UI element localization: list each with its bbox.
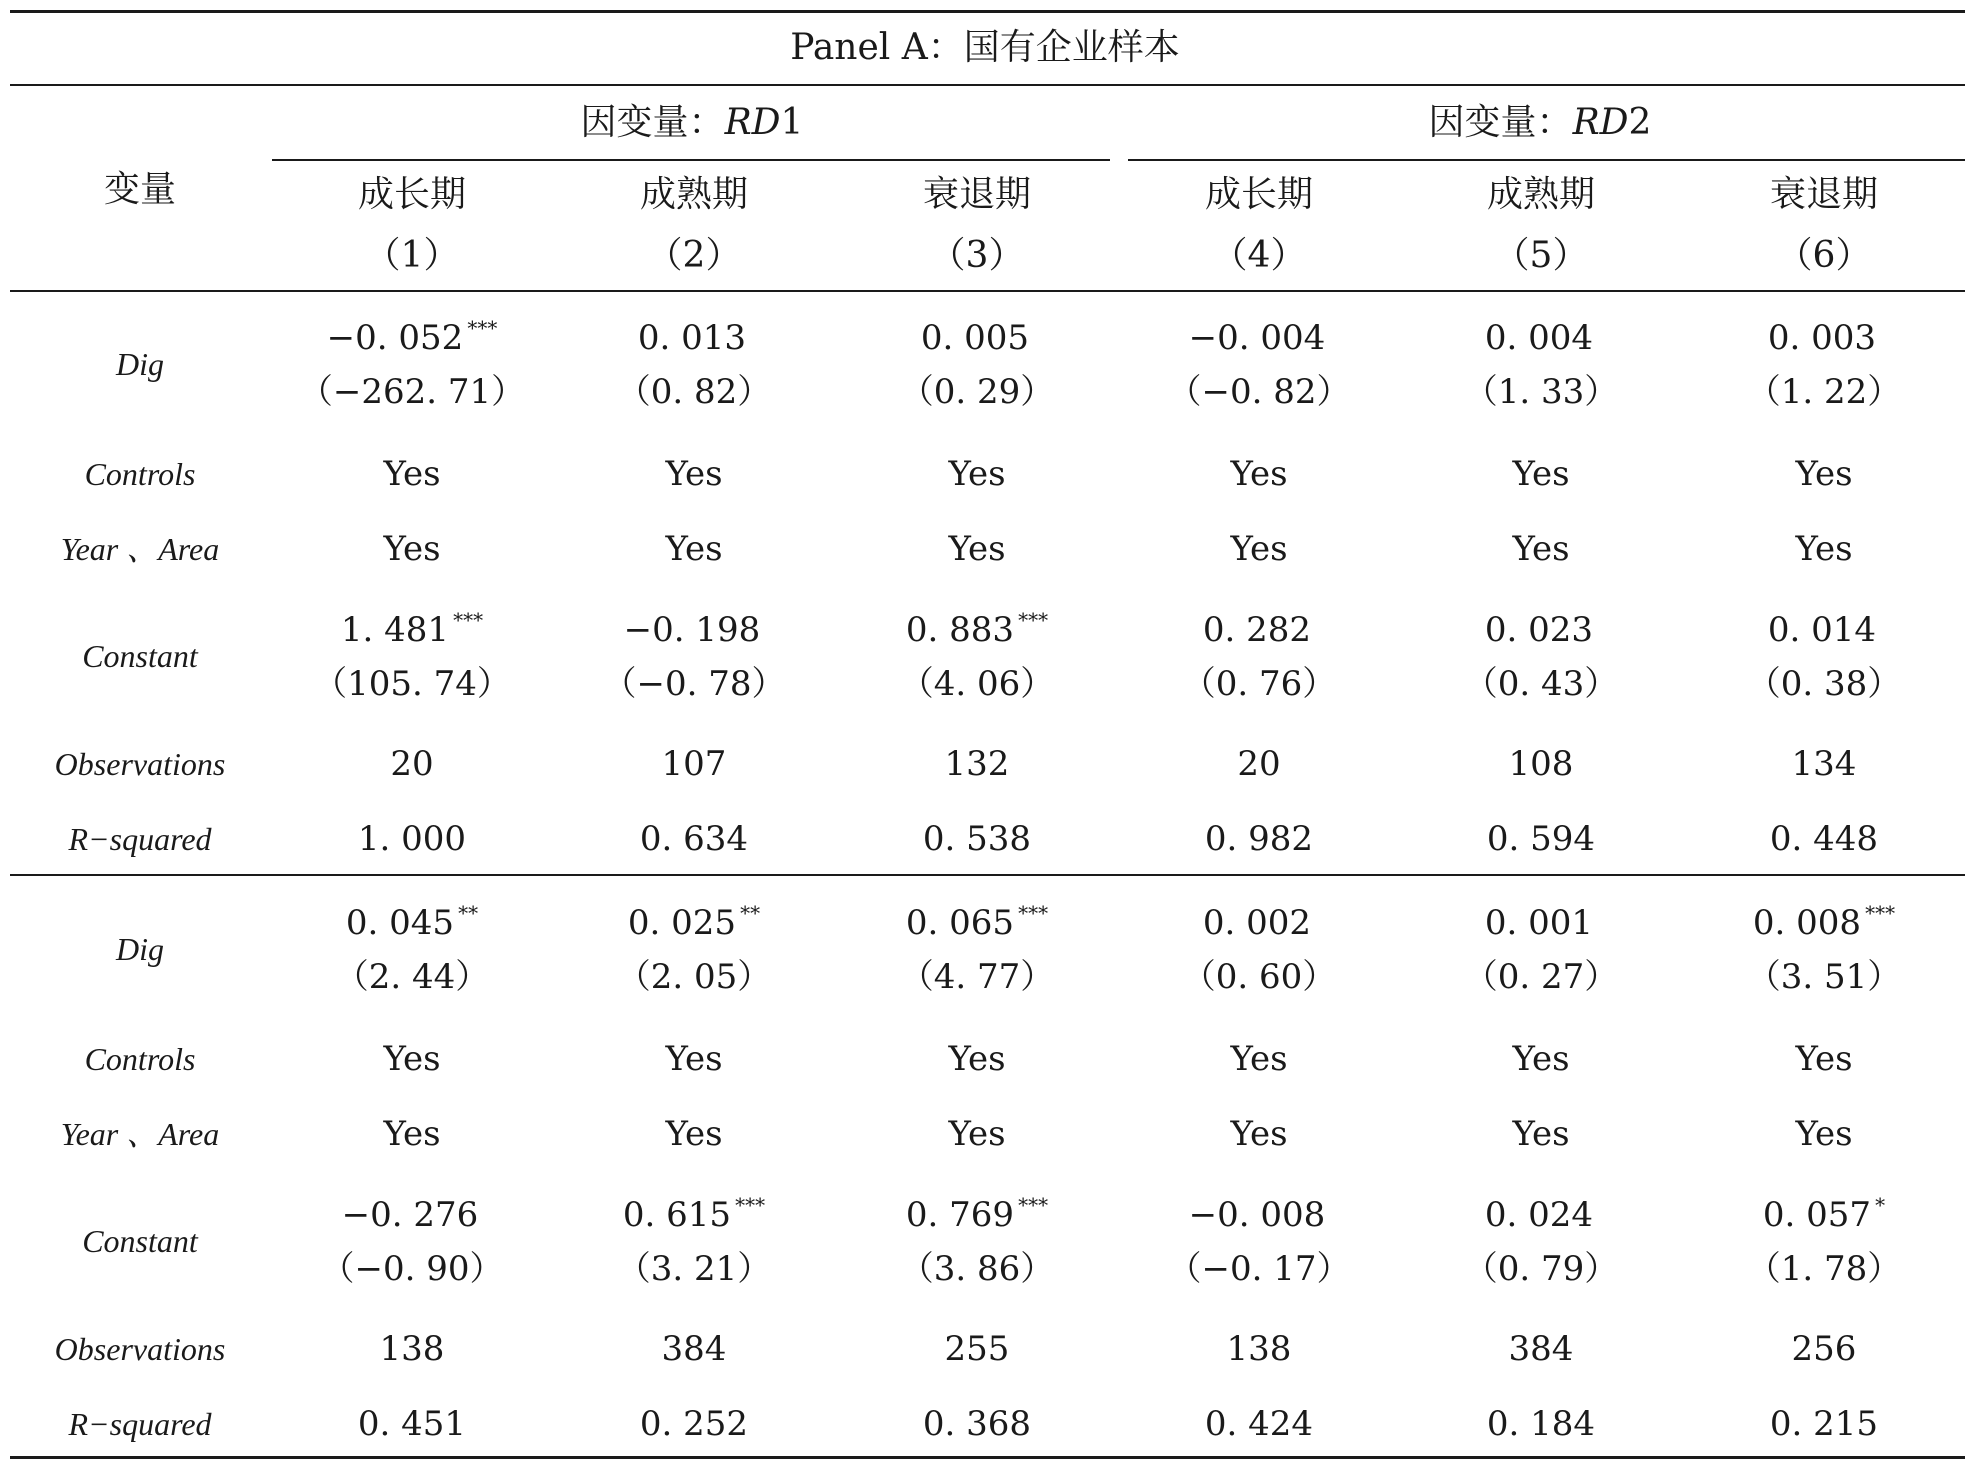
dig-coefficient-cell — [1485, 318, 1597, 358]
year-area-cell: Yes — [1230, 529, 1288, 569]
r-squared-cell: 0. 215 — [1769, 1404, 1879, 1444]
observations-cell: 107 — [661, 744, 727, 784]
dig-coefficient-cell — [638, 318, 750, 358]
significance-stars: *** — [467, 316, 498, 340]
controls-cell: Yes — [665, 454, 723, 494]
coef-value: 0. 013 — [637, 318, 747, 358]
constant-coefficient-cell — [906, 610, 1048, 650]
constant-tstat-cell: （4. 06） — [899, 664, 1055, 704]
constant-tstat-cell: （105. 74） — [313, 664, 511, 704]
dig-coefficient-cell — [921, 318, 1033, 358]
year-area-cell: Yes — [383, 529, 441, 569]
dig-coefficient-cell — [906, 903, 1048, 943]
dig-tstat-cell: （−262. 71） — [298, 372, 526, 412]
group2-header — [1429, 103, 1652, 143]
row-label-dig: Dig — [116, 346, 164, 382]
r-squared-cell: 0. 982 — [1204, 819, 1314, 859]
observations-cell: 20 — [1237, 744, 1281, 784]
controls-cell: Yes — [1512, 454, 1570, 494]
constant-coefficient-cell — [342, 1195, 483, 1235]
dig-tstat-cell: （0. 82） — [616, 372, 772, 412]
significance-stars: ** — [740, 901, 761, 925]
group2-prefix: 因变量： — [1428, 102, 1573, 143]
group1-prefix: 因变量： — [580, 102, 725, 143]
significance-stars: * — [1875, 1193, 1886, 1217]
block-divider-rule — [10, 874, 1965, 876]
group2-underline — [1128, 159, 1965, 161]
constant-coefficient-cell — [1203, 610, 1315, 650]
row-label-observations: Observations — [54, 746, 226, 782]
dig-tstat-cell: （3. 51） — [1746, 957, 1902, 997]
table-top-rule — [10, 10, 1965, 13]
dig-tstat-cell: （1. 33） — [1463, 372, 1619, 412]
constant-coefficient-cell — [624, 610, 765, 650]
column-stage-header: 衰退期 — [922, 174, 1032, 215]
constant-coefficient-cell — [1189, 1195, 1330, 1235]
group1-var: RD — [724, 102, 781, 143]
coef-value: −0. 052 — [326, 318, 464, 358]
significance-stars: ** — [458, 901, 479, 925]
table-bottom-rule — [10, 1456, 1965, 1459]
row-label-year-area: Year 、Area — [60, 1116, 220, 1152]
coef-value: 0. 001 — [1484, 903, 1594, 943]
constant-coefficient-cell — [1763, 1195, 1885, 1235]
panel-title: Panel A：国有企业样本 — [790, 27, 1180, 68]
column-stage-header: 成熟期 — [639, 174, 749, 215]
observations-cell: 134 — [1791, 744, 1857, 784]
controls-cell: Yes — [948, 454, 1006, 494]
controls-cell: Yes — [1795, 454, 1853, 494]
r-squared-cell: 0. 451 — [357, 1404, 467, 1444]
constant-coefficient-cell — [341, 610, 483, 650]
constant-tstat-cell: （0. 38） — [1746, 664, 1902, 704]
dig-tstat-cell: （2. 05） — [616, 957, 772, 997]
significance-stars: *** — [735, 1193, 766, 1217]
constant-tstat-cell: （0. 76） — [1181, 664, 1337, 704]
observations-cell: 132 — [944, 744, 1010, 784]
column-number-header: （4） — [1211, 235, 1307, 276]
dig-coefficient-cell — [1189, 318, 1330, 358]
column-number-header: （1） — [364, 235, 460, 276]
year-area-cell: Yes — [383, 1114, 441, 1154]
constant-coefficient-cell — [906, 1195, 1048, 1235]
constant-tstat-cell: （3. 21） — [616, 1249, 772, 1289]
year-area-cell: Yes — [948, 1114, 1006, 1154]
significance-stars: *** — [1865, 901, 1896, 925]
coef-value: −0. 004 — [1188, 318, 1326, 358]
group2-num: 2 — [1628, 102, 1652, 143]
panel-title-rule — [10, 84, 1965, 86]
column-number-header: （2） — [646, 235, 742, 276]
coef-value: 0. 024 — [1484, 1195, 1594, 1235]
dig-coefficient-cell — [1753, 903, 1895, 943]
significance-stars: *** — [453, 608, 484, 632]
column-stage-header: 衰退期 — [1769, 174, 1879, 215]
observations-cell: 20 — [390, 744, 434, 784]
controls-cell: Yes — [383, 454, 441, 494]
observations-cell: 256 — [1791, 1329, 1857, 1369]
dig-tstat-cell: （−0. 82） — [1167, 372, 1351, 412]
coef-value: −0. 008 — [1188, 1195, 1326, 1235]
dig-tstat-cell: （0. 27） — [1463, 957, 1619, 997]
coef-value: 1. 481 — [340, 610, 450, 650]
row-label-r-squared: R−squared — [68, 821, 212, 857]
coef-value: 0. 045 — [345, 903, 455, 943]
constant-coefficient-cell — [1485, 1195, 1597, 1235]
group1-underline — [272, 159, 1110, 161]
observations-cell: 384 — [661, 1329, 727, 1369]
constant-tstat-cell: （−0. 17） — [1167, 1249, 1351, 1289]
header-bottom-rule — [10, 290, 1965, 292]
controls-cell: Yes — [1230, 1039, 1288, 1079]
r-squared-cell: 0. 184 — [1486, 1404, 1596, 1444]
coef-value: 0. 002 — [1202, 903, 1312, 943]
coef-value: 0. 065 — [905, 903, 1015, 943]
observations-cell: 138 — [379, 1329, 445, 1369]
constant-tstat-cell: （−0. 78） — [602, 664, 786, 704]
r-squared-cell: 0. 594 — [1486, 819, 1596, 859]
controls-cell: Yes — [948, 1039, 1006, 1079]
coef-value: 0. 057 — [1762, 1195, 1872, 1235]
significance-stars: *** — [1018, 1193, 1049, 1217]
constant-tstat-cell: （−0. 90） — [320, 1249, 504, 1289]
year-area-cell: Yes — [1512, 1114, 1570, 1154]
column-number-header: （6） — [1776, 235, 1872, 276]
significance-stars: *** — [1018, 608, 1049, 632]
group1-num: 1 — [780, 102, 804, 143]
row-label-controls: Controls — [84, 1041, 196, 1077]
r-squared-cell: 0. 424 — [1204, 1404, 1314, 1444]
row-label-controls: Controls — [84, 456, 196, 492]
controls-cell: Yes — [1795, 1039, 1853, 1079]
variable-header: 变量 — [103, 169, 177, 210]
coef-value: 0. 023 — [1484, 610, 1594, 650]
coef-value: 0. 005 — [920, 318, 1030, 358]
dig-tstat-cell: （2. 44） — [334, 957, 490, 997]
dig-coefficient-cell — [1485, 903, 1597, 943]
row-label-dig: Dig — [116, 931, 164, 967]
controls-cell: Yes — [665, 1039, 723, 1079]
dig-coefficient-cell — [346, 903, 478, 943]
year-area-cell: Yes — [665, 529, 723, 569]
row-label-r-squared: R−squared — [68, 1406, 212, 1442]
observations-cell: 138 — [1226, 1329, 1292, 1369]
year-area-cell: Yes — [1230, 1114, 1288, 1154]
dig-coefficient-cell — [327, 318, 498, 358]
constant-tstat-cell: （1. 78） — [1746, 1249, 1902, 1289]
r-squared-cell: 0. 252 — [639, 1404, 749, 1444]
year-area-cell: Yes — [948, 529, 1006, 569]
row-label-constant: Constant — [82, 1223, 198, 1259]
observations-cell: 255 — [944, 1329, 1010, 1369]
dig-coefficient-cell — [1768, 318, 1880, 358]
r-squared-cell: 0. 634 — [639, 819, 749, 859]
dig-tstat-cell: （0. 60） — [1181, 957, 1337, 997]
observations-cell: 108 — [1508, 744, 1574, 784]
group1-header — [581, 103, 804, 143]
year-area-cell: Yes — [1795, 529, 1853, 569]
observations-cell: 384 — [1508, 1329, 1574, 1369]
coef-value: 0. 883 — [905, 610, 1015, 650]
coef-value: 0. 003 — [1767, 318, 1877, 358]
coef-value: 0. 615 — [622, 1195, 732, 1235]
controls-cell: Yes — [1512, 1039, 1570, 1079]
dig-tstat-cell: （4. 77） — [899, 957, 1055, 997]
dig-coefficient-cell — [628, 903, 760, 943]
constant-tstat-cell: （0. 79） — [1463, 1249, 1619, 1289]
row-label-year-area: Year 、Area — [60, 531, 220, 567]
column-stage-header: 成长期 — [357, 174, 467, 215]
controls-cell: Yes — [1230, 454, 1288, 494]
dig-coefficient-cell — [1203, 903, 1315, 943]
coef-value: −0. 276 — [341, 1195, 479, 1235]
coef-value: 0. 769 — [905, 1195, 1015, 1235]
coef-value: 0. 025 — [627, 903, 737, 943]
controls-cell: Yes — [383, 1039, 441, 1079]
row-label-observations: Observations — [54, 1331, 226, 1367]
column-number-header: （5） — [1493, 235, 1589, 276]
coef-value: 0. 282 — [1202, 610, 1312, 650]
column-stage-header: 成长期 — [1204, 174, 1314, 215]
year-area-cell: Yes — [1512, 529, 1570, 569]
group2-var: RD — [1572, 102, 1629, 143]
coef-value: 0. 004 — [1484, 318, 1594, 358]
coef-value: −0. 198 — [623, 610, 761, 650]
column-number-header: （3） — [929, 235, 1025, 276]
column-stage-header: 成熟期 — [1486, 174, 1596, 215]
constant-coefficient-cell — [1485, 610, 1597, 650]
constant-tstat-cell: （0. 43） — [1463, 664, 1619, 704]
coef-value: 0. 008 — [1752, 903, 1862, 943]
dig-tstat-cell: （0. 29） — [899, 372, 1055, 412]
r-squared-cell: 0. 368 — [922, 1404, 1032, 1444]
row-label-constant: Constant — [82, 638, 198, 674]
r-squared-cell: 1. 000 — [357, 819, 467, 859]
dig-tstat-cell: （1. 22） — [1746, 372, 1902, 412]
year-area-cell: Yes — [665, 1114, 723, 1154]
constant-coefficient-cell — [623, 1195, 765, 1235]
coef-value: 0. 014 — [1767, 610, 1877, 650]
year-area-cell: Yes — [1795, 1114, 1853, 1154]
significance-stars: *** — [1018, 901, 1049, 925]
constant-tstat-cell: （3. 86） — [899, 1249, 1055, 1289]
constant-coefficient-cell — [1768, 610, 1880, 650]
r-squared-cell: 0. 538 — [922, 819, 1032, 859]
r-squared-cell: 0. 448 — [1769, 819, 1879, 859]
